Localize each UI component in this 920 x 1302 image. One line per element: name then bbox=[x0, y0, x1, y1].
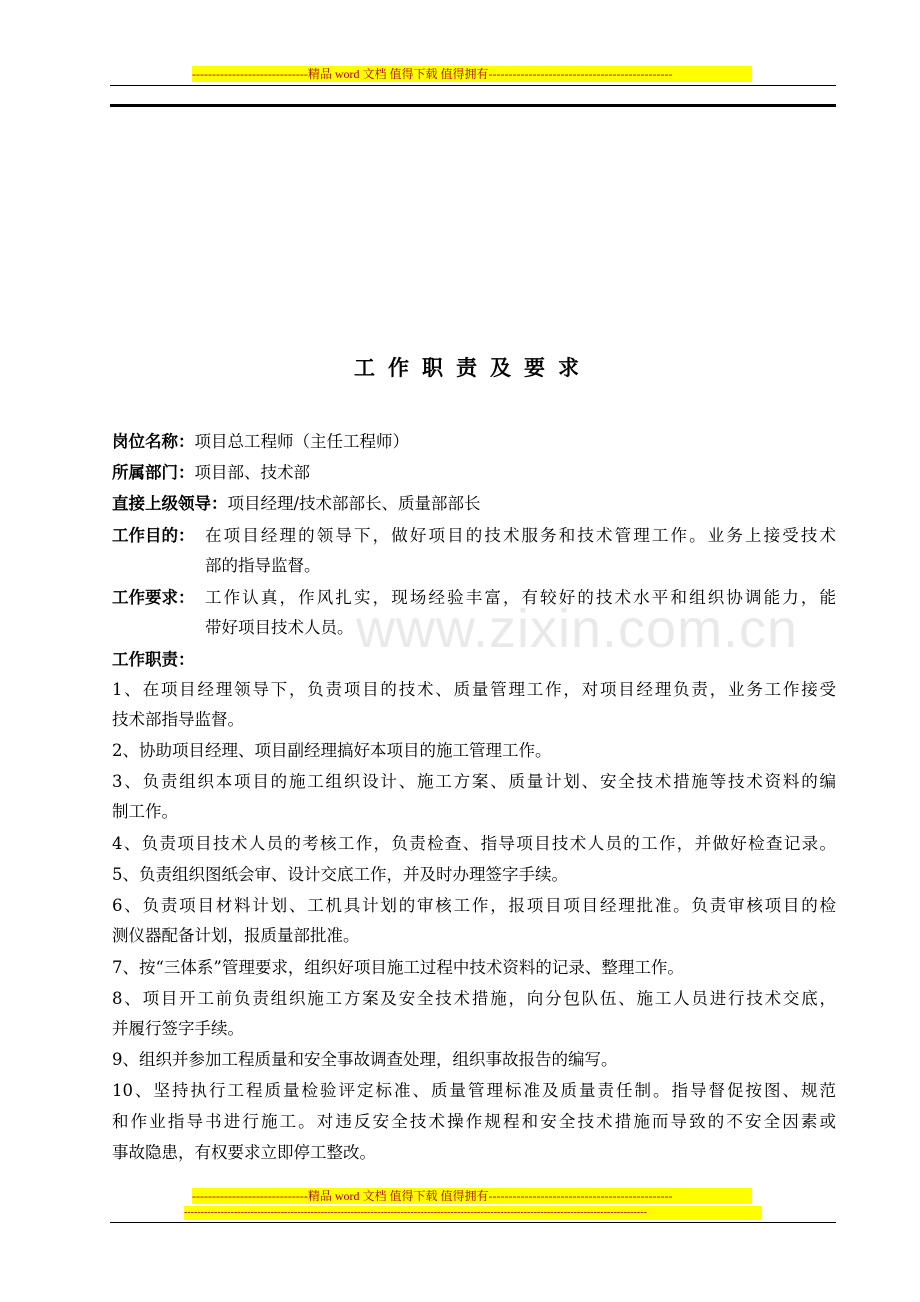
footer-banner: -----------------------------精品 word 文档 值得下载 值得拥有---------------------------------------------- bbox=[192, 1188, 752, 1204]
duty-line: 6、负责项目材料计划、工机具计划的审核工作，报项目项目经理批准。负责审核项目的检 bbox=[112, 896, 836, 915]
purpose-text-line: 部的指导监督。 bbox=[205, 556, 321, 575]
department-row bbox=[112, 459, 310, 483]
requirements-text-line: 工作认真，作风扎实，现场经验丰富，有较好的技术水平和组织协调能力，能 bbox=[205, 588, 836, 607]
duty-line: 事故隐患，有权要求立即停工整改。 bbox=[112, 1143, 376, 1162]
purpose-label: 工作目的： bbox=[112, 526, 195, 545]
department-label: 所属部门： bbox=[112, 463, 195, 482]
duty-line: 5、负责组织图纸会审、设计交底工作，并及时办理签字手续。 bbox=[112, 865, 568, 884]
duty-line: 和作业指导书进行施工。对违反安全技术操作规程和安全技术措施而导致的不安全因素或 bbox=[112, 1112, 836, 1131]
header-rule-thin bbox=[110, 85, 836, 86]
document-title: 工作职责及要求 bbox=[354, 355, 592, 380]
duty-line: 制工作。 bbox=[112, 802, 178, 821]
position-row bbox=[112, 428, 409, 452]
purpose-text-line: 在项目经理的领导下，做好项目的技术服务和技术管理工作。业务上接受技术 bbox=[205, 526, 836, 545]
duty-line: 9、组织并参加工程质量和安全事故调查处理，组织事故报告的编写。 bbox=[112, 1050, 618, 1069]
watermark: www.zixin.com.cn bbox=[356, 599, 799, 659]
requirements-text-line: 带好项目技术人员。 bbox=[205, 618, 354, 637]
department-value: 项目部、技术部 bbox=[194, 463, 310, 482]
header-rule-thick bbox=[110, 104, 836, 107]
position-label: 岗位名称： bbox=[112, 432, 195, 451]
duty-line: 3、负责组织本项目的施工组织设计、施工方案、质量计划、安全技术措施等技术资料的编 bbox=[112, 772, 836, 791]
duty-line: 4、负责项目技术人员的考核工作，负责检查、指导项目技术人员的工作，并做好检查记录。 bbox=[112, 834, 836, 853]
requirements-label: 工作要求： bbox=[112, 588, 195, 607]
duty-line: 并履行签字手续。 bbox=[112, 1019, 244, 1038]
supervisor-label: 直接上级领导： bbox=[112, 494, 228, 513]
supervisor-row bbox=[112, 490, 481, 514]
duty-line: 1、在项目经理领导下，负责项目的技术、质量管理工作，对项目经理负责，业务工作接受 bbox=[112, 680, 836, 699]
footer-banner-dashes: ------------------------------------------------------------------------------------------------------------------------------------------- bbox=[184, 1206, 762, 1220]
duty-line: 10、坚持执行工程质量检验评定标准、质量管理标准及质量责任制。指导督促按图、规范 bbox=[112, 1081, 836, 1100]
footer-rule bbox=[110, 1222, 836, 1223]
duty-line: 7、按“三体系”管理要求，组织好项目施工过程中技术资料的记录、整理工作。 bbox=[112, 958, 684, 977]
duties-label: 工作职责： bbox=[112, 650, 195, 669]
duty-line: 8、项目开工前负责组织施工方案及安全技术措施，向分包队伍、施工人员进行技术交底， bbox=[112, 989, 836, 1008]
duty-line: 2、协助项目经理、项目副经理搞好本项目的施工管理工作。 bbox=[112, 741, 552, 760]
duty-line: 测仪器配备计划，报质量部批准。 bbox=[112, 926, 360, 945]
supervisor-value: 项目经理/技术部部长、质量部部长 bbox=[227, 494, 481, 513]
position-value: 项目总工程师（主任工程师） bbox=[194, 432, 409, 451]
duty-line: 技术部指导监督。 bbox=[112, 710, 244, 729]
header-banner: -----------------------------精品 word 文档 值得下载 值得拥有---------------------------------------------- bbox=[192, 66, 752, 82]
